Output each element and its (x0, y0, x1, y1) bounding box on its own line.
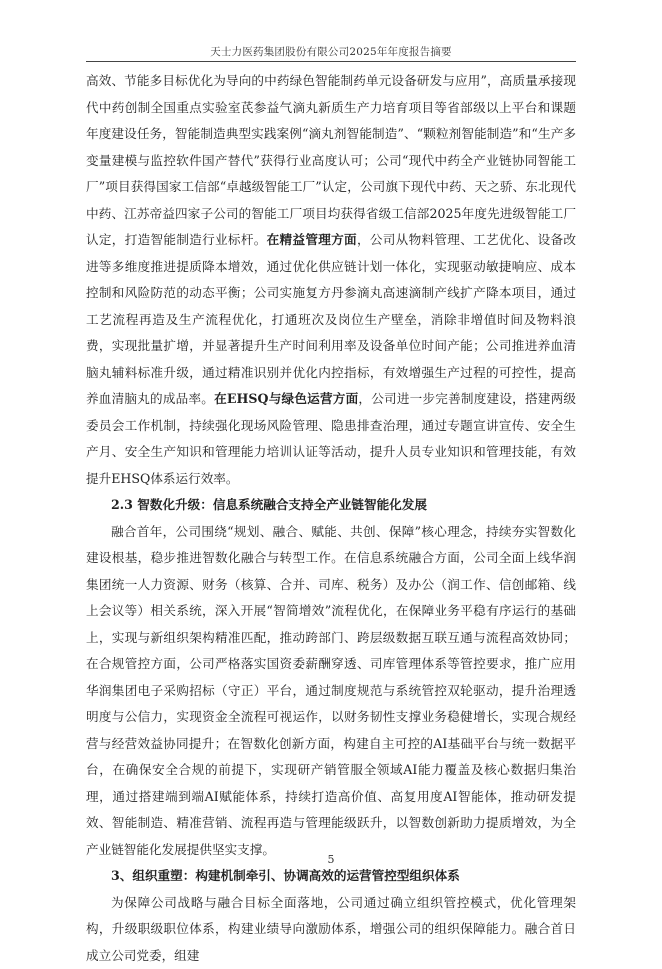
paragraph-text: 高效、节能多目标优化为导向的中药绿色智能制药单元设备研发与应用”，高质量承接现代中药创制全国重点实验室芪参益气滴丸新质生产力培育项目等省部级以上平台和课题年度建设任务，智能制造典型实践案例“滴丸剂智能制造”、“颗粒剂智能制造”和“生产多变量建模与监控软件国产替代”获得行业高度认可；公司“现代中药全产业链协同智能工厂”项目获得国家工信部“卓越级智能工厂”认定，公司旗下现代中药、天之骄、东北现代中药、江苏帝益四家子公司的智能工厂项目均获得省级工信部2025年度先进级智能工厂认定，打造智能制造行业标杆。 (86, 73, 576, 247)
header-divider (86, 61, 576, 62)
paragraph-organization: 为保障公司战略与融合目标全面落地，公司通过确立组织管控模式，优化管理架构，升级职级职位体系，构建业绩导向激励体系，增强公司的组织保障能力。融合首日成立公司党委，组建 (86, 890, 576, 969)
section-heading-3: 3、组织重塑：构建机制牵引、协调高效的运营管控型组织体系 (86, 863, 576, 890)
paragraph-text: ，公司从物料管理、工艺优化、设备改进等多维度推进提质降本增效，通过优化供应链计划一体化，实现驱动敏捷响应、成本控制和风险防范的动态平衡；公司实施复方丹参滴丸高速滴制产线扩产降本项目，通过工艺流程再造及生产流程优化，打通班次及岗位生产壁垒，消除非增值时间及物料浪费，实现批量扩增，并显著提升生产时间利用率及设备单位时间产能；公司推进养血清脑丸辅料标准升级，通过精准识别并优化内控指标，有效增强生产过程的可控性，提高养血清脑丸的成品率。 (86, 232, 576, 406)
paragraph-text: ，公司进一步完善制度建设，搭建两级委员会工作机制，持续强化现场风险管理、隐患排查治理，通过专题宣讲宣传、安全生产月、安全生产知识和管理能力培训认证等活动，提升人员专业知识和管理技能，有效提升EHSQ体系运行效率。 (86, 391, 576, 486)
paragraph-digitalization: 融合首年，公司围绕“规划、融合、赋能、共创、保障”核心理念，持续夯实智数化建设根基，稳步推进智数化融合与转型工作。在信息系统融合方面，公司全面上线华润集团统一人力资源、财务（核算、合并、司库、税务）及办公（润工作、信创邮箱、线上会议等）相关系统，深入开展“智简增效”流程优化，在保障业务平稳有序运行的基础上，实现与新组织架构精准匹配，推动跨部门、跨层级数据互联互通与流程高效协同；在合规管控方面，公司严格落实国资委薪酬穿透、司库管理体系等管控要求，推广应用华润集团电子采购招标（守正）平台，通过制度规范与系统管控双轮驱动，提升治理透明度与公信力，实现资金全流程可视运作，以财务韧性支撑业务稳健增长，实现合规经营与经营效益协同提升；在智数化创新方面，构建自主可控的AI基础平台与统一数据平台，在确保安全合规的前提下，实现研产销管服全领域AI能力覆盖及核心数据归集治理，通过搭建端到端AI赋能体系，持续打造高价值、高复用度AI智能体，推动研发提效、智能制造、精准营销、流程再造与管理能级跃升，以智数创新助力提质增效，为全产业链智能化发展提供坚实支撑。 (86, 519, 576, 864)
page-number: 5 (0, 853, 662, 866)
bold-lead-ehsq: 在EHSQ与绿色运营方面 (214, 391, 358, 406)
page-body (86, 68, 576, 969)
paragraph-smart-manufacturing (86, 68, 576, 492)
page-header: 天士力医药集团股份有限公司2025年年度报告摘要 (86, 44, 576, 59)
bold-lead-lean-management: 在精益管理方面 (267, 232, 357, 247)
section-heading-2-3: 2.3 智数化升级：信息系统融合支持全产业链智能化发展 (86, 492, 576, 519)
